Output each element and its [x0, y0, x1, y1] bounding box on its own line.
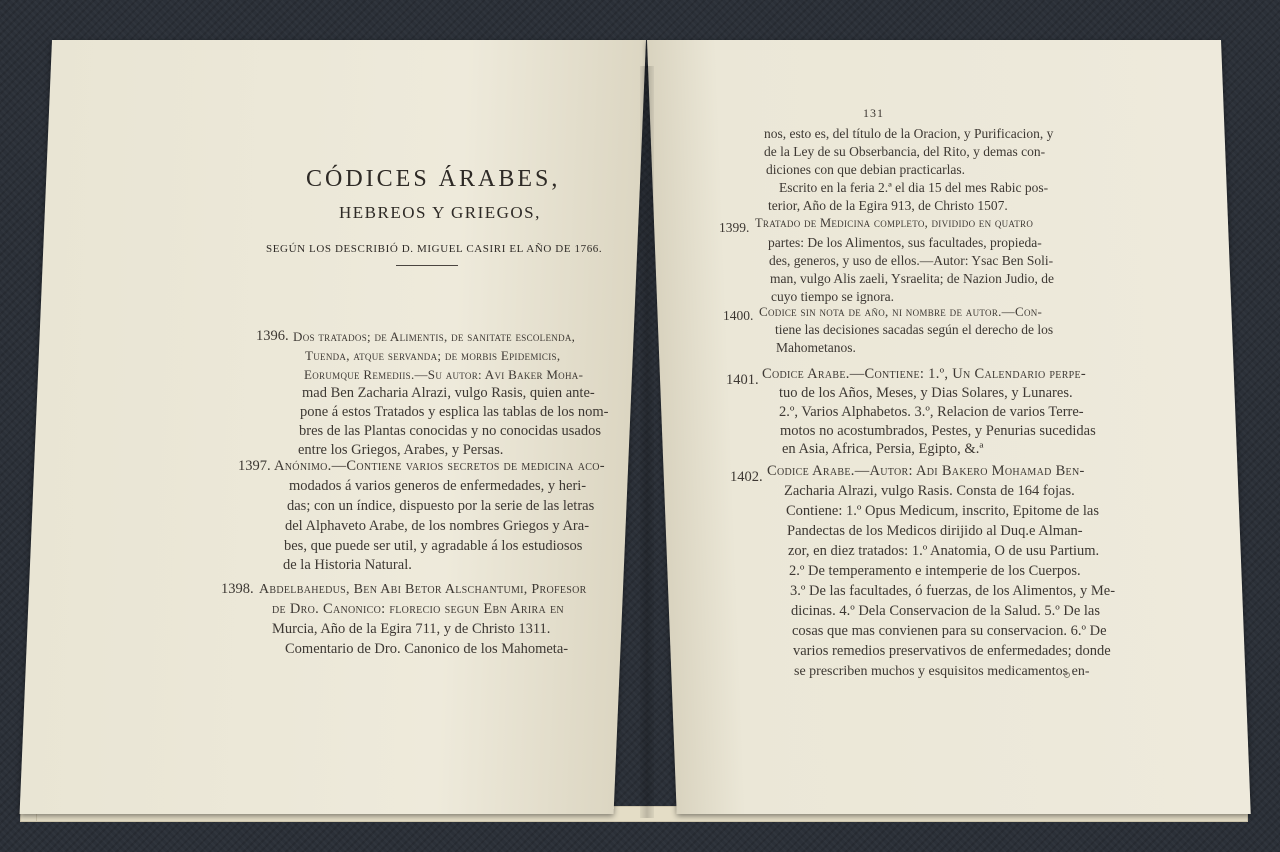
entry-number-1397: 1397. — [238, 458, 271, 474]
entry-1400-line-2: tiene las decisiones sacadas según el derecho de los — [775, 322, 1054, 337]
entry-1398-line-1: Abdelbahedus, Ben Abi Betor Alschantumi, Profesor — [259, 582, 587, 597]
entry-1397-line-2: modados á varios generos de enfermedades, y heri- — [289, 478, 587, 494]
continuation-line-3: diciones con que debian practicarlas. — [766, 162, 966, 177]
entry-1398-line-3: Murcia, Año de la Egira 711, y de Christo 1311. — [272, 621, 551, 637]
entry-1396-line-2: Tuenda, atque servanda; de morbis Epidemicis, — [305, 348, 561, 363]
entry-1396-line-5: pone á estos Tratados y esplica las tablas de los nom- — [300, 404, 609, 420]
continuation-line-5: terior, Año de la Egira 913, de Christo 1507. — [768, 198, 1008, 213]
entry-1402-line-9: cosas que mas convienen para su conservacion. 6.º De — [792, 623, 1107, 639]
entry-number-1396: 1396. — [256, 328, 289, 344]
entry-1398-line-4: Comentario de Dro. Canonico de los Mahometa- — [285, 641, 569, 657]
entry-number-1400: 1400. — [723, 308, 754, 323]
entry-1402-line-10: varios remedios preservativos de enfermedades; donde — [793, 643, 1111, 659]
entry-1396-line-1: Dos tratados; de Alimentis, de sanitate escolenda, — [293, 329, 576, 344]
entry-1402-line-2: Zacharia Alrazi, vulgo Rasis. Consta de 164 fojas. — [784, 483, 1075, 499]
entry-number-1399: 1399. — [719, 220, 750, 235]
entry-number-1401: 1401. — [726, 372, 759, 388]
entry-1401-line-1: Codice Arabe.—Contiene: 1.º, Un Calendario perpe- — [762, 366, 1087, 382]
continuation-line-1: nos, esto es, del título de la Oracion, y Purificacion, y — [764, 126, 1054, 141]
page-subtitle: HEBREOS Y GRIEGOS, — [339, 203, 541, 222]
entry-1400-line-3: Mahometanos. — [776, 340, 856, 355]
entry-1399-line-3: des, generos, y uso de ellos.—Autor: Ysac Ben Soli- — [769, 253, 1054, 268]
entry-1396-line-3: Eorumque Remediis.—Su autor: Avi Baker Moha- — [304, 367, 584, 382]
entry-1402-line-7: 3.º De las facultades, ó fuerzas, de los Alimentos, y Me- — [790, 583, 1116, 599]
entry-1397-line-1: Anónimo.—Contiene varios secretos de medicina aco- — [274, 458, 605, 474]
page-title: CÓDICES ÁRABES, — [306, 166, 561, 192]
entry-1397-line-6: de la Historia Natural. — [283, 557, 412, 573]
entry-1401-line-5: en Asia, Africa, Persia, Egipto, &.ª — [782, 441, 984, 457]
entry-1402-line-3: Contiene: 1.º Opus Medicum, inscrito, Epitome de las — [786, 503, 1099, 519]
entry-1397-line-5: bes, que puede ser util, y agradable á los estudiosos — [284, 538, 583, 554]
entry-1397-line-3: das; con un índice, dispuesto por la serie de las letras — [287, 498, 595, 514]
entry-1398-line-2: de Dro. Canonico: florecio segun Ebn Arira en — [272, 601, 564, 617]
entry-1402-line-4: Pandectas de los Medicos dirijido al Duq.e Alman- — [787, 523, 1083, 539]
title-rule — [396, 265, 458, 266]
entry-1401-line-4: motos no acostumbrados, Pestes, y Penurias sucedidas — [780, 423, 1096, 439]
entry-1399-line-4: man, vulgo Alis zaeli, Ysraelita; de Nazion Judio, de — [770, 271, 1055, 286]
entry-1399-line-5: cuyo tiempo se ignora. — [771, 289, 894, 304]
entry-1402-line-8: dicinas. 4.º Dela Conservacion de la Salud. 5.º De las — [791, 603, 1100, 619]
page-byline: SEGÚN LOS DESCRIBIÓ D. MIGUEL CASIRI EL AÑO DE 1766. — [266, 243, 603, 255]
entry-1397-line-4: del Alphaveto Arabe, de los nombres Griegos y Ara- — [285, 518, 590, 534]
entry-1396-line-7: entre los Griegos, Arabes, y Persas. — [298, 442, 504, 458]
continuation-line-2: de la Ley de su Obserbancia, del Rito, y demas con- — [764, 144, 1046, 159]
entry-1402-line-1: Codice Arabe.—Autor: Adi Bakero Mohamad Ben- — [767, 463, 1085, 479]
entry-1396-line-4: mad Ben Zacharia Alrazi, vulgo Rasis, quien ante- — [302, 385, 595, 401]
book-gutter — [640, 66, 654, 818]
entry-1402-line-6: 2.º De temperamento e intemperie de los Cuerpos. — [789, 563, 1081, 579]
entry-number-1398: 1398. — [221, 581, 254, 597]
entry-number-1402: 1402. — [730, 469, 763, 485]
entry-1402-line-5: zor, en diez tratados: 1.º Anatomia, O de usu Partium. — [788, 543, 1100, 559]
entry-1401-line-3: 2.º, Varios Alphabetos. 3.º, Relacion de varios Terre- — [779, 404, 1084, 420]
entry-1399-line-2: partes: De los Alimentos, sus facultades, propieda- — [768, 235, 1042, 250]
entry-1400-line-1: Codice sin nota de año, ni nombre de autor.—Con- — [759, 304, 1043, 319]
entry-1399-line-1: Tratado de Medicina completo, dividido en quatro — [755, 216, 1034, 230]
continuation-line-4: Escrito en la feria 2.ª el dia 15 del mes Rabic pos- — [779, 180, 1049, 195]
entry-1396-line-6: bres de las Plantas conocidas y no conocidas usados — [299, 423, 602, 439]
page-mark-dot — [1064, 672, 1070, 678]
page-number: 131 — [863, 106, 884, 120]
entry-1402-line-11: se prescriben muchos y esquisitos medicamentos en- — [794, 664, 1090, 679]
entry-1401-line-2: tuo de los Años, Meses, y Dias Solares, y Lunares. — [779, 385, 1073, 401]
